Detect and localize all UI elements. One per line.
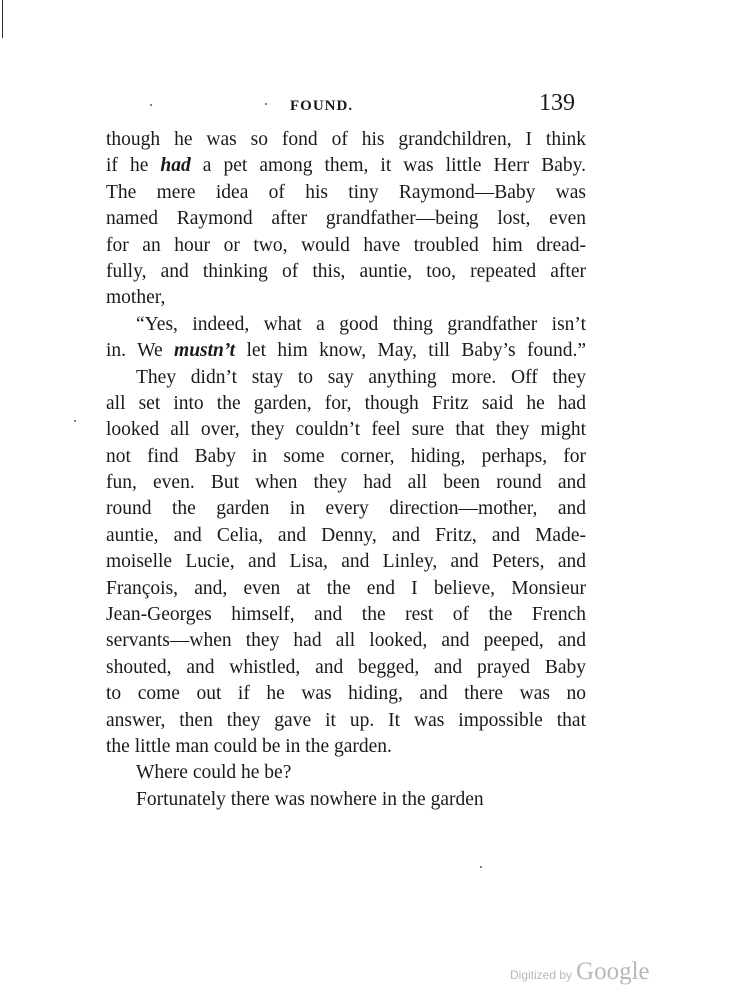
text-run: if he [106, 155, 161, 177]
text-line [106, 787, 586, 813]
scan-speck [150, 104, 152, 106]
text-run: “Yes, indeed, what a good thing grandfather isn’t [136, 313, 586, 335]
text-line [106, 312, 586, 338]
text-run: fully, and thinking of this, auntie, too, repeated after [106, 260, 586, 282]
text-run: auntie, and Celia, and Denny, and Fritz, and Made- [106, 524, 586, 546]
text-run: moiselle Lucie, and Lisa, and Linley, and Peters, and [106, 551, 586, 573]
scan-speck [74, 420, 76, 422]
text-line [106, 444, 586, 470]
text-run: not find Baby in some corner, hiding, perhaps, for [106, 445, 586, 467]
text-line [106, 470, 586, 496]
text-line [106, 734, 586, 760]
text-run: round the garden in every direction—mother, and [106, 498, 586, 520]
scan-edge-line [2, 0, 3, 38]
text-run: though he was so fond of his grandchildren, I think [106, 129, 586, 150]
text-line [106, 496, 586, 522]
text-run: looked all over, they couldn’t feel sure that they might [106, 419, 586, 441]
text-run: for an hour or two, would have troubled him dread- [106, 234, 586, 256]
text-line [106, 602, 586, 628]
text-line [106, 338, 586, 364]
text-line [106, 391, 586, 417]
text-line [106, 628, 586, 654]
text-line [106, 206, 586, 232]
emphasized-word: mustn’t [174, 340, 236, 362]
running-header: FOUND. [290, 98, 354, 114]
scan-speck [265, 103, 267, 105]
text-run: mother, [106, 287, 166, 309]
text-run: servants—when they had all looked, and peeped, and [106, 630, 586, 652]
text-line [106, 523, 586, 549]
text-run: named Raymond after grandfather—being lost, even [106, 208, 586, 230]
google-logo-text: Google [576, 958, 650, 985]
digitized-by-label: Digitized by [510, 968, 573, 982]
text-line [106, 417, 586, 443]
text-run: the little man could be in the garden. [106, 735, 392, 757]
text-line [106, 153, 586, 179]
emphasized-word: had [160, 155, 191, 177]
text-run: all set into the garden, for, though Fritz said he had [106, 392, 586, 414]
text-run: Where could he be? [136, 762, 292, 784]
text-line [106, 549, 586, 575]
scan-speck [480, 866, 482, 868]
text-line [106, 576, 586, 602]
text-run: Fortunately there was nowhere in the garden [136, 788, 484, 810]
text-run: The mere idea of his tiny Raymond—Baby was [106, 181, 586, 203]
text-line [106, 365, 586, 391]
text-line [106, 760, 586, 786]
text-line [106, 285, 586, 311]
text-run: answer, then they gave it up. It was impossible that [106, 709, 586, 731]
digitized-watermark [510, 958, 650, 986]
text-run: shouted, and whistled, and begged, and prayed Baby [106, 656, 586, 678]
text-run: They didn’t stay to say anything more. Off they [136, 366, 586, 388]
text-run: to come out if he was hiding, and there was no [106, 683, 586, 705]
text-run: Jean-Georges himself, and the rest of the French [106, 604, 586, 626]
text-line [106, 655, 586, 681]
text-line [106, 233, 586, 259]
text-run: let him know, May, till Baby’s found.” [235, 340, 586, 362]
text-run: fun, even. But when they had all been round and [106, 472, 586, 494]
text-line [106, 259, 586, 285]
text-run: a pet among them, it was little Herr Baby. [190, 155, 586, 177]
body-text [106, 127, 586, 813]
text-line [106, 681, 586, 707]
text-line [106, 127, 586, 153]
page-number: 139 [539, 90, 575, 116]
text-run: in. We [106, 340, 175, 362]
text-line [106, 708, 586, 734]
text-run: François, and, even at the end I believe, Monsieur [106, 577, 586, 599]
text-line [106, 180, 586, 206]
